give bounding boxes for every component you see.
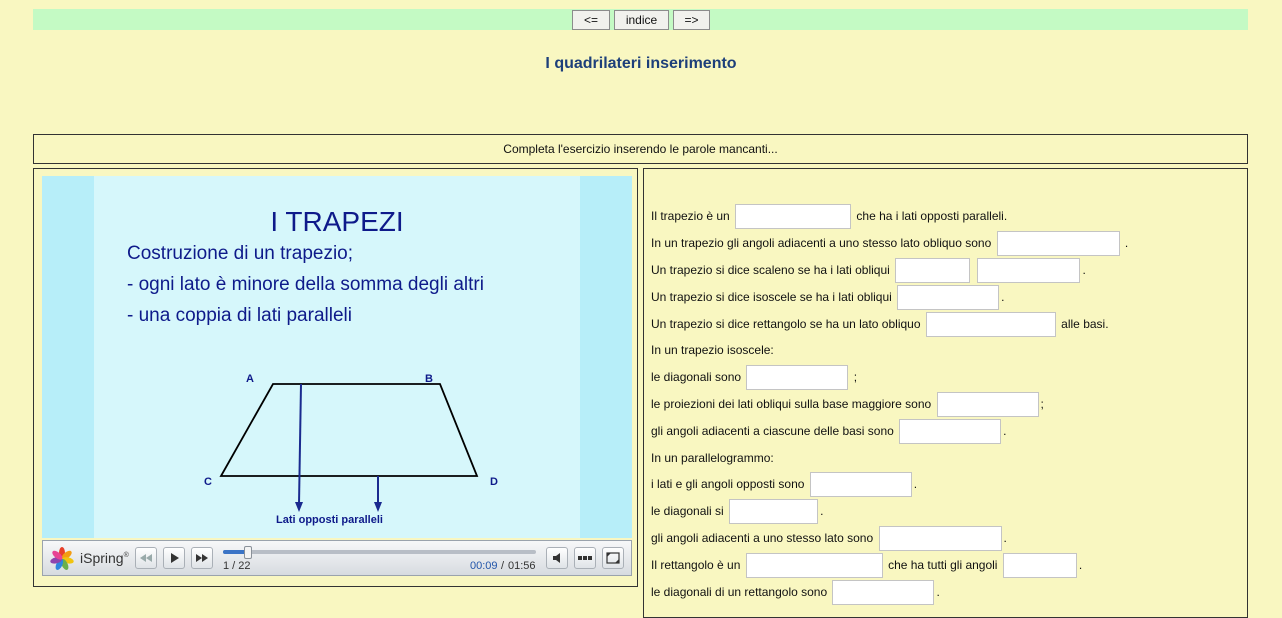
- question-text: le diagonali si: [651, 504, 728, 518]
- question-text: .: [1003, 531, 1007, 545]
- trapezoid-diagram: [94, 176, 580, 538]
- slide: [94, 176, 580, 538]
- answer-input[interactable]: [879, 526, 1002, 551]
- seek-bar[interactable]: [223, 550, 536, 554]
- question-line: [651, 392, 1044, 416]
- slide-title: I TRAPEZI: [270, 206, 404, 237]
- total-time: 01:56: [508, 560, 536, 572]
- question-line: [651, 285, 1004, 309]
- slide-line: - una coppia di lati paralleli: [127, 305, 352, 326]
- answer-input[interactable]: [729, 499, 818, 524]
- answer-input[interactable]: [746, 553, 883, 578]
- time-separator: /: [501, 560, 505, 572]
- navigation-bar: [33, 9, 1248, 30]
- rewind-button[interactable]: [135, 547, 157, 569]
- question-text: i lati e gli angoli opposti sono: [651, 477, 808, 491]
- answer-input[interactable]: [899, 419, 1001, 444]
- answer-input[interactable]: [977, 258, 1080, 283]
- answer-input[interactable]: [810, 472, 912, 497]
- diagram-caption: Lati opposti paralleli: [276, 514, 383, 526]
- rewind-icon: [136, 548, 156, 568]
- current-time: 00:09: [470, 560, 498, 572]
- question-line: [651, 231, 1128, 255]
- slide-line: - ogni lato è minore della somma degli altri: [127, 274, 484, 295]
- question-text: In un trapezio isoscele:: [651, 343, 774, 357]
- question-text: .: [1121, 236, 1129, 250]
- question-line: [651, 553, 1082, 577]
- question-text: ;: [850, 370, 858, 384]
- exercise-panel: [643, 168, 1248, 618]
- answer-input[interactable]: [746, 365, 848, 390]
- outline-button[interactable]: [574, 547, 596, 569]
- question-text: .: [913, 477, 918, 491]
- question-text: .: [820, 504, 824, 518]
- question-text: .: [936, 585, 940, 599]
- ispring-logo-icon: [49, 546, 75, 572]
- question-text: le diagonali di un rettangolo sono: [651, 585, 831, 599]
- question-text: Un trapezio si dice isoscele se ha i lati obliqui: [651, 290, 896, 304]
- play-icon: [164, 548, 184, 568]
- question-line: [651, 365, 857, 389]
- question-text: gli angoli adiacenti a uno stesso lato sono: [651, 531, 877, 545]
- slide-line: Costruzione di un trapezio;: [127, 243, 354, 264]
- question-line: [651, 419, 1007, 443]
- question-line: [651, 580, 940, 604]
- question-text: Il rettangolo è un: [651, 558, 744, 572]
- question-line: [651, 472, 917, 496]
- question-text: alle basi.: [1057, 317, 1109, 331]
- question-text: In un trapezio gli angoli adiacenti a uno stesso lato obliquo sono: [651, 236, 995, 250]
- question-text: che ha i lati opposti paralleli.: [853, 209, 1008, 223]
- question-text: In un parallelogrammo:: [651, 451, 774, 465]
- question-text: Un trapezio si dice scaleno se ha i lati obliqui: [651, 263, 894, 277]
- answer-input[interactable]: [897, 285, 999, 310]
- vertex-label-b: B: [425, 373, 433, 385]
- player-controls: [42, 540, 632, 576]
- answer-input[interactable]: [1003, 553, 1077, 578]
- next-page-button[interactable]: =>: [673, 10, 710, 30]
- volume-button[interactable]: [546, 547, 568, 569]
- play-button[interactable]: [163, 547, 185, 569]
- question-text: che ha tutti gli angoli: [884, 558, 1001, 572]
- question-line: [651, 204, 1007, 228]
- index-button[interactable]: indice: [614, 10, 669, 30]
- answer-input[interactable]: [895, 258, 970, 283]
- instruction-box: Completa l'esercizio inserendo le parole mancanti...: [33, 134, 1248, 164]
- fast-forward-icon: [192, 548, 212, 568]
- question-line: [651, 499, 823, 523]
- ispring-brand: iSpring®: [80, 550, 129, 566]
- answer-input[interactable]: [926, 312, 1056, 337]
- question-text: [972, 263, 975, 277]
- page-title: I quadrilateri inserimento: [545, 55, 737, 72]
- vertex-label-a: A: [246, 373, 254, 385]
- question-line: [651, 312, 1109, 336]
- fast-forward-button[interactable]: [191, 547, 213, 569]
- question-text: .: [1082, 263, 1086, 277]
- vertex-label-d: D: [490, 476, 498, 488]
- question-text: .: [1001, 290, 1005, 304]
- question-text: le proiezioni dei lati obliqui sulla base maggiore sono: [651, 397, 935, 411]
- fullscreen-icon: [603, 548, 623, 568]
- question-text: .: [1078, 558, 1083, 572]
- question-text: .: [1003, 424, 1007, 438]
- outline-icon: [575, 548, 595, 568]
- volume-icon: [547, 548, 567, 568]
- slide-viewport: [42, 176, 632, 538]
- question-text: ;: [1040, 397, 1044, 411]
- answer-input[interactable]: [735, 204, 851, 229]
- seek-handle[interactable]: [244, 546, 252, 559]
- question-line: [651, 258, 1086, 282]
- vertex-label-c: C: [204, 476, 212, 488]
- slide-counter: 1 / 22: [223, 560, 251, 572]
- answer-input[interactable]: [832, 580, 934, 605]
- question-text: Il trapezio è un: [651, 209, 734, 223]
- fullscreen-button[interactable]: [602, 547, 624, 569]
- question-text: Un trapezio si dice rettangolo se ha un lato obliquo: [651, 317, 924, 331]
- answer-input[interactable]: [937, 392, 1039, 417]
- question-line: [651, 338, 774, 362]
- previous-page-button[interactable]: <=: [572, 10, 610, 30]
- question-text: gli angoli adiacenti a ciascune delle basi sono: [651, 424, 898, 438]
- question-line: [651, 446, 774, 470]
- answer-input[interactable]: [997, 231, 1120, 256]
- question-text: le diagonali sono: [651, 370, 745, 384]
- question-line: [651, 526, 1007, 550]
- presentation-panel: [33, 168, 638, 587]
